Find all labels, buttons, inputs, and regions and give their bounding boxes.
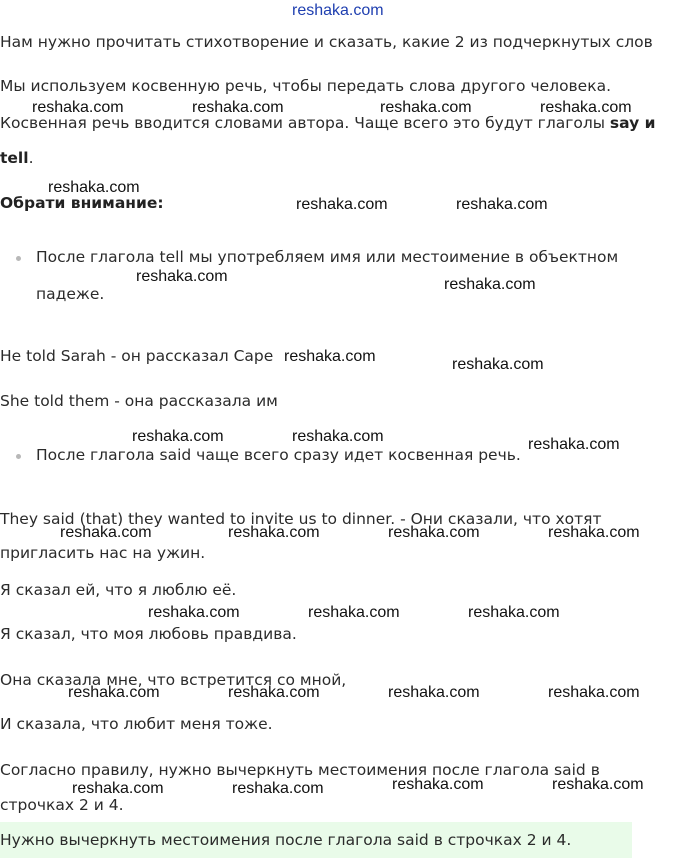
answer-text: Нужно вычеркнуть местоимения после глагола said в строчках 2 и 4. — [0, 831, 572, 849]
paragraph-1: Мы используем косвенную речь, чтобы передать слова другого человека. — [0, 77, 612, 95]
watermark: reshaka.com — [528, 436, 620, 453]
poem-line-1: Я сказал ей, что я люблю её. — [0, 581, 237, 599]
note-label-text: Обрати внимание: — [0, 194, 164, 212]
rule-line-2: строчках 2 и 4. — [0, 796, 124, 814]
watermark: reshaka.com — [308, 604, 400, 621]
watermark: reshaka.com — [48, 179, 140, 196]
watermark: reshaka.com — [72, 780, 164, 797]
tell-term: tell — [0, 149, 29, 167]
example-3-line-1: They said (that) they wanted to invite us to dinner. - Они сказали, что хотят — [0, 510, 602, 528]
watermark: reshaka.com — [132, 428, 224, 445]
watermark: reshaka.com — [228, 524, 320, 541]
rule-line-1: Согласно правилу, нужно вычеркнуть местоимения после глагола said в — [0, 761, 600, 779]
watermark: reshaka.com — [444, 276, 536, 293]
paragraph-2-dot: . — [28, 149, 34, 167]
example-3-line-2: пригласить нас на ужин. — [0, 544, 206, 562]
poem-line-2: Я сказал, что моя любовь правдива. — [0, 625, 297, 643]
watermark: reshaka.com — [548, 524, 640, 541]
say-and-term: say и — [609, 114, 656, 132]
intro-text: Нам нужно прочитать стихотворение и сказать, какие 2 из подчеркнутых слов — [0, 33, 653, 51]
watermark: reshaka.com — [68, 684, 160, 701]
watermark: reshaka.com — [392, 776, 484, 793]
watermark: reshaka.com — [552, 776, 644, 793]
watermark: reshaka.com — [388, 524, 480, 541]
bullet-dot-1 — [16, 256, 21, 261]
watermark: reshaka.com — [540, 99, 632, 116]
watermark: reshaka.com — [388, 684, 480, 701]
watermark: reshaka.com — [192, 99, 284, 116]
watermark: reshaka.com — [452, 356, 544, 373]
poem-line-3: Она сказала мне, что встретится со мной, — [0, 671, 347, 689]
site-logo-text[interactable]: reshaka.com — [292, 2, 384, 19]
paragraph-2-text: Косвенная речь вводится словами автора. Чаще всего это будут глаголы — [0, 114, 610, 132]
watermark: reshaka.com — [32, 99, 124, 116]
bullet-1-line-1: После глагола tell мы употребляем имя или местоимение в объектном — [36, 248, 619, 266]
watermark: reshaka.com — [228, 684, 320, 701]
watermark: reshaka.com — [148, 604, 240, 621]
bullet-2-text: После глагола said чаще всего сразу идет косвенная речь. — [36, 446, 521, 464]
watermark: reshaka.com — [292, 428, 384, 445]
watermark: reshaka.com — [380, 99, 472, 116]
example-2: She told them - она рассказала им — [0, 392, 278, 410]
paragraph-2-end — [0, 148, 34, 168]
answer-box — [0, 822, 632, 858]
watermark: reshaka.com — [60, 524, 152, 541]
watermark: reshaka.com — [296, 196, 388, 213]
poem-line-4: И сказала, что любит меня тоже. — [0, 715, 273, 733]
watermark: reshaka.com — [548, 684, 640, 701]
watermark: reshaka.com — [232, 780, 324, 797]
bullet-dot-2 — [16, 454, 21, 459]
watermark: reshaka.com — [468, 604, 560, 621]
watermark: reshaka.com — [456, 196, 548, 213]
bullet-1-line-2: падеже. — [36, 285, 105, 303]
example-1: He told Sarah - он рассказал Саре — [0, 347, 274, 365]
watermark: reshaka.com — [284, 348, 376, 365]
watermark: reshaka.com — [136, 268, 228, 285]
